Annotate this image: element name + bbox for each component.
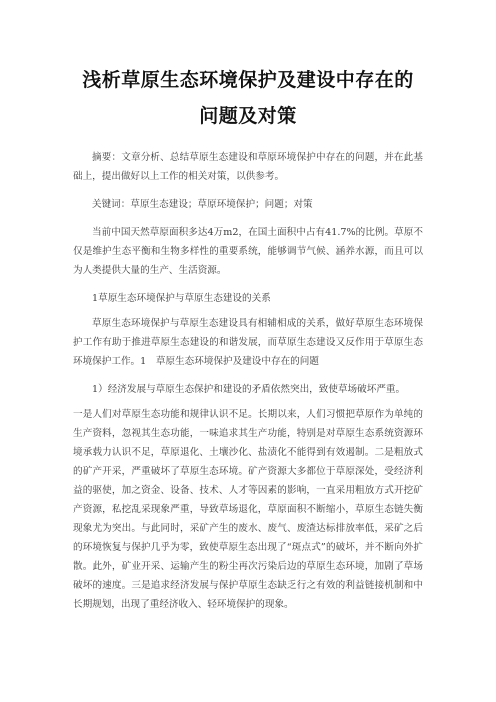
title-line-1: 浅析草原生态环境保护及建设中存在的: [82, 69, 414, 91]
document-body: [73, 148, 423, 614]
point-1-heading: 1）经济发展与草原生态保护和建设的矛盾依然突出，致使草场破坏严重。: [92, 384, 406, 395]
section-1-heading: 1草原生态环境保护与草原生态建设的关系: [92, 293, 271, 304]
document-title: [73, 62, 423, 134]
title-line-2: 问题及对策: [199, 105, 297, 127]
intro-paragraph: 当前中国天然草原面积多达4万m2，在国土面积中占有41.7%的比例。草原不仅是维护生态平衡和生物多样性的重要系统，能够调节气候、涵养水源，而且可以为人类提供大量的生产、生活资源。: [73, 227, 423, 276]
keywords-paragraph: 关键词：草原生态建设；草原环境保护；问题；对策: [92, 199, 313, 210]
point-1-paragraph: 一是人们对草原生态功能和规律认识不足。长期以来，人们习惯把草原作为单纯的生产资料，忽视其生态功能，一味追求其生产功能，特别是对草原生态系统资源环境承载力认识不足，草原退化、土壤沙化、盐渍化不能得到有效遏制。二是粗放式的矿产开采，严重破坏了草原生态环境。矿产资源大多都位于草原深处，受经济利益的驱使，加之资金、设备、技术、人才等因素的影响，一直采用粗放方式开挖矿产资源，私挖乱采现象严重，导致草场退化，草原面积不断缩小，草原生态链失衡现象尤为突出。与此同时，采矿产生的废水、废气、废渣达标排放率低，采矿之后的环境恢复与保护几乎为零，致使草原生态出现了“斑点式”的破坏，并不断向外扩散。此外，矿业开采、运输产生的粉尘再次污染后边的草原生态环境，加剧了草场破坏的速度。三是追求经济发展与保护草原生态缺乏行之有效的利益链接机制和中长期规划，出现了重经济收入、轻环境保护的现象。: [73, 409, 423, 610]
section-1-paragraph: 草原生态环境保护与草原生态建设具有相辅相成的关系，做好草原生态环境保护工作有助于推进草原生态建设的和谐发展，而草原生态建设又反作用于草原生态环境保护工作。1 草原生态环境保护及建设中存在的问题: [73, 318, 423, 367]
abstract-paragraph: 摘要：文章分析、总结草原生态建设和草原环境保护中存在的问题，并在此基础上，提出做好以上工作的相关对策，以供参考。: [73, 152, 423, 182]
